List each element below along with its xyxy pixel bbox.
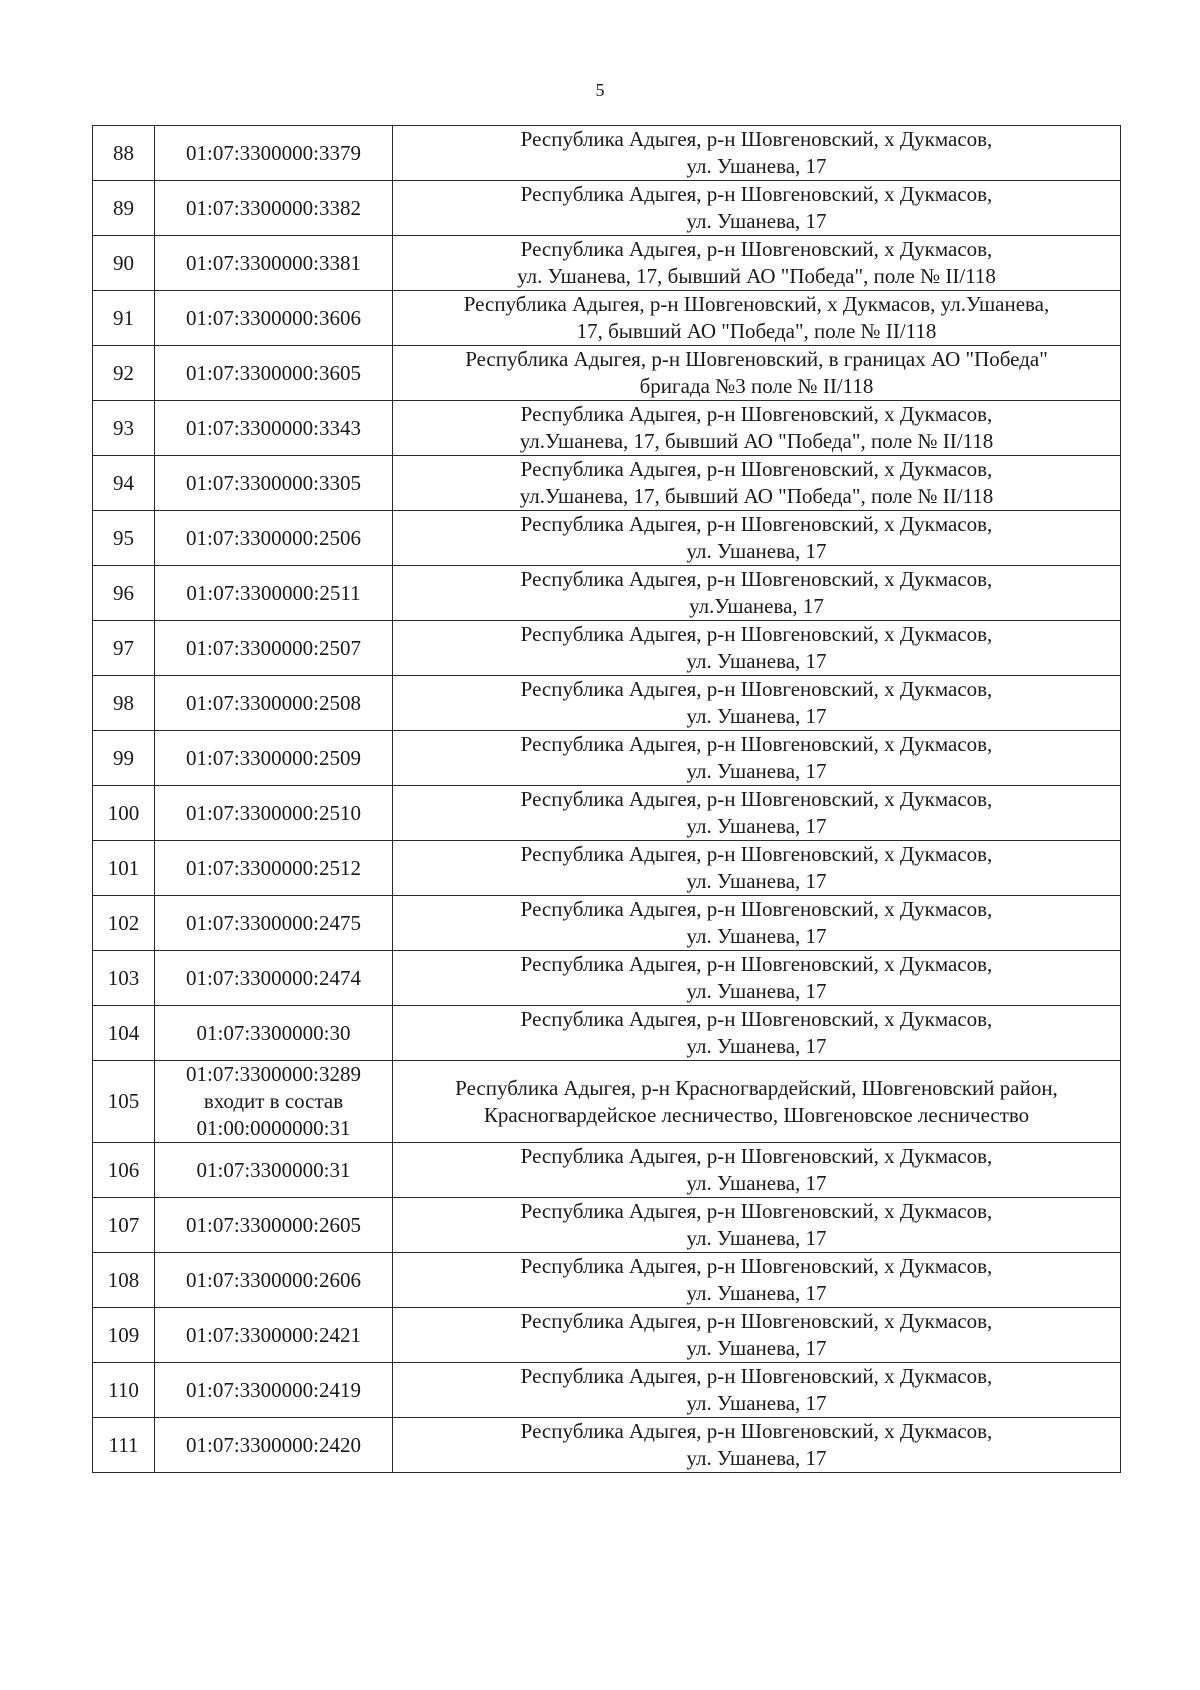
row-number-cell: 99: [93, 731, 155, 786]
table-row: [93, 951, 1121, 1006]
cadastral-number-line: 01:07:3300000:3381: [185, 250, 361, 275]
cadastral-number-cell: [155, 896, 393, 951]
address-line: Республика Адыгея, р-н Шовгеновский, х Дукмасов,: [520, 1144, 993, 1168]
table-row: [93, 181, 1121, 236]
table-row: [93, 1253, 1121, 1308]
address-cell: [393, 346, 1121, 401]
address-line: Республика Адыгея, р-н Красногвардейский, Шовгеновский район,: [455, 1075, 1058, 1100]
address-line: Республика Адыгея, р-н Шовгеновский, х Дукмасов,: [520, 842, 993, 866]
cadastral-number-cell: [155, 346, 393, 401]
cadastral-number-line: 01:07:3300000:2421: [185, 1322, 361, 1347]
address-line: Республика Адыгея, р-н Шовгеновский, х Дукмасов,: [520, 512, 993, 536]
address-line: ул. Ушанева, 17: [686, 704, 827, 728]
address-cell: [393, 786, 1121, 841]
cadastral-number-line: 01:07:3300000:3343: [185, 415, 361, 440]
address-line: Республика Адыгея, р-н Шовгеновский, х Дукмасов,: [520, 1199, 993, 1223]
cadastral-number-line: 01:07:3300000:3379: [185, 140, 361, 165]
address-cell: [393, 1308, 1121, 1363]
address-line: Республика Адыгея, р-н Шовгеновский, х Дукмасов,: [520, 567, 993, 591]
row-number-cell: 96: [93, 566, 155, 621]
row-number-cell: 102: [93, 896, 155, 951]
cadastral-number-cell: [155, 291, 393, 346]
address-cell: [393, 181, 1121, 236]
address-line: ул.Ушанева, 17: [689, 594, 824, 618]
row-number-cell: 104: [93, 1006, 155, 1061]
table-row: [93, 511, 1121, 566]
cadastral-number-line: 01:07:3300000:2420: [185, 1432, 361, 1457]
cadastral-number-line: 01:07:3300000:3606: [185, 305, 361, 330]
row-number-cell: 106: [93, 1143, 155, 1198]
address-line: Республика Адыгея, р-н Шовгеновский, х Дукмасов,: [520, 787, 993, 811]
cadastral-number-line: входит в состав: [203, 1089, 344, 1113]
row-number-cell: 111: [93, 1418, 155, 1473]
row-number-cell: 98: [93, 676, 155, 731]
address-line: ул.Ушанева, 17, бывший АО "Победа", поле № II/118: [519, 484, 994, 508]
table-row: [93, 1418, 1121, 1473]
row-number-cell: 105: [93, 1061, 155, 1143]
table-row: [93, 896, 1121, 951]
row-number-cell: 109: [93, 1308, 155, 1363]
cadastral-number-line: 01:07:3300000:2605: [185, 1212, 361, 1237]
cadastral-number-cell: [155, 841, 393, 896]
address-cell: [393, 621, 1121, 676]
address-line: ул. Ушанева, 17: [686, 979, 827, 1003]
cadastral-number-cell: [155, 731, 393, 786]
address-line: Республика Адыгея, р-н Шовгеновский, х Дукмасов,: [520, 952, 993, 976]
cadastral-number-cell: [155, 676, 393, 731]
address-line: ул. Ушанева, 17: [686, 649, 827, 673]
row-number-cell: 103: [93, 951, 155, 1006]
cadastral-number-cell: [155, 1143, 393, 1198]
address-line: ул. Ушанева, 17, бывший АО "Победа", поле № II/118: [517, 264, 996, 288]
address-cell: [393, 456, 1121, 511]
cadastral-number-line: 01:07:3300000:2474: [185, 965, 361, 990]
cadastral-number-line: 01:07:3300000:31: [196, 1157, 351, 1182]
cadastral-number-cell: [155, 456, 393, 511]
row-number-cell: 90: [93, 236, 155, 291]
table-row: [93, 1308, 1121, 1363]
table-row: [93, 786, 1121, 841]
address-line: Республика Адыгея, р-н Шовгеновский, х Дукмасов,: [520, 237, 993, 261]
cadastral-number-line: 01:07:3300000:2419: [185, 1377, 361, 1402]
cadastral-number-line: 01:07:3300000:2508: [185, 690, 361, 715]
row-number-cell: 95: [93, 511, 155, 566]
address-line: Республика Адыгея, р-н Шовгеновский, х Дукмасов,: [520, 732, 993, 756]
cadastral-number-line: 01:07:3300000:3382: [185, 195, 361, 220]
address-line: Республика Адыгея, р-н Шовгеновский, х Дукмасов,: [520, 897, 993, 921]
cadastral-number-cell: [155, 951, 393, 1006]
address-line: Республика Адыгея, р-н Шовгеновский, х Дукмасов,: [520, 622, 993, 646]
address-cell: [393, 1143, 1121, 1198]
address-line: ул. Ушанева, 17: [686, 1281, 827, 1305]
address-cell: [393, 1253, 1121, 1308]
row-number-cell: 92: [93, 346, 155, 401]
address-cell: [393, 676, 1121, 731]
cadastral-number-cell: [155, 1363, 393, 1418]
address-line: Республика Адыгея, р-н Шовгеновский, х Дукмасов, ул.Ушанева,: [463, 292, 1050, 316]
cadastral-number-line: 01:07:3300000:2506: [185, 525, 361, 550]
table-row: [93, 1143, 1121, 1198]
address-line: Республика Адыгея, р-н Шовгеновский, х Дукмасов,: [520, 1254, 993, 1278]
cadastral-number-line: 01:07:3300000:2475: [185, 910, 361, 935]
address-cell: [393, 1418, 1121, 1473]
address-line: ул. Ушанева, 17: [686, 209, 827, 233]
parcel-table: [92, 125, 1121, 1473]
cadastral-number-cell: [155, 621, 393, 676]
cadastral-number-cell: [155, 1061, 393, 1143]
address-line: ул. Ушанева, 17: [686, 539, 827, 563]
address-cell: [393, 1363, 1121, 1418]
address-line: бригада №3 поле № II/118: [639, 374, 874, 398]
row-number-cell: 94: [93, 456, 155, 511]
cadastral-number-cell: [155, 566, 393, 621]
address-line: ул. Ушанева, 17: [686, 1034, 827, 1058]
cadastral-number-cell: [155, 1253, 393, 1308]
address-line: Республика Адыгея, р-н Шовгеновский, х Дукмасов,: [520, 1419, 993, 1443]
cadastral-number-line: 01:07:3300000:2511: [186, 580, 361, 605]
cadastral-number-cell: [155, 181, 393, 236]
cadastral-number-cell: [155, 236, 393, 291]
cadastral-number-cell: [155, 126, 393, 181]
cadastral-number-line: 01:07:3300000:30: [196, 1020, 351, 1045]
table-row: [93, 1061, 1121, 1143]
table-row: [93, 731, 1121, 786]
address-cell: [393, 1006, 1121, 1061]
table-row: [93, 841, 1121, 896]
address-line: ул. Ушанева, 17: [686, 1391, 827, 1415]
address-line: Республика Адыгея, р-н Шовгеновский, х Дукмасов,: [520, 1007, 993, 1031]
cadastral-number-cell: [155, 1198, 393, 1253]
cadastral-number-cell: [155, 1006, 393, 1061]
row-number-cell: 100: [93, 786, 155, 841]
row-number-cell: 89: [93, 181, 155, 236]
cadastral-number-cell: [155, 401, 393, 456]
cadastral-number-line: 01:07:3300000:3289: [185, 1062, 361, 1086]
table-row: [93, 456, 1121, 511]
address-line: 17, бывший АО "Победа", поле № II/118: [576, 319, 937, 343]
table-row: [93, 1363, 1121, 1418]
row-number-cell: 93: [93, 401, 155, 456]
address-line: Красногвардейское лесничество, Шовгеновское лесничество: [483, 1102, 1030, 1127]
address-cell: [393, 566, 1121, 621]
row-number-cell: 101: [93, 841, 155, 896]
address-cell: [393, 841, 1121, 896]
address-line: ул. Ушанева, 17: [686, 924, 827, 948]
address-cell: [393, 401, 1121, 456]
address-cell: [393, 896, 1121, 951]
address-line: ул. Ушанева, 17: [686, 1226, 827, 1250]
table-row: [93, 1006, 1121, 1061]
address-cell: [393, 1198, 1121, 1253]
address-line: Республика Адыгея, р-н Шовгеновский, в границах АО "Победа": [465, 347, 1048, 371]
cadastral-number-line: 01:07:3300000:2510: [185, 800, 361, 825]
address-line: ул. Ушанева, 17: [686, 1446, 827, 1470]
cadastral-number-line: 01:07:3300000:2512: [185, 855, 361, 880]
table-row: [93, 236, 1121, 291]
table-row: [93, 126, 1121, 181]
address-line: Республика Адыгея, р-н Шовгеновский, х Дукмасов,: [520, 1309, 993, 1333]
address-cell: [393, 511, 1121, 566]
row-number-cell: 108: [93, 1253, 155, 1308]
row-number-cell: 107: [93, 1198, 155, 1253]
address-cell: [393, 951, 1121, 1006]
parcel-table-body: [93, 126, 1121, 1473]
cadastral-number-cell: [155, 1418, 393, 1473]
table-row: [93, 291, 1121, 346]
address-cell: [393, 126, 1121, 181]
table-row: [93, 566, 1121, 621]
table-row: [93, 676, 1121, 731]
table-row: [93, 621, 1121, 676]
address-line: Республика Адыгея, р-н Шовгеновский, х Дукмасов,: [520, 127, 993, 151]
table-row: [93, 401, 1121, 456]
address-line: Республика Адыгея, р-н Шовгеновский, х Дукмасов,: [520, 457, 993, 481]
cadastral-number-line: 01:07:3300000:2509: [185, 745, 361, 770]
address-line: Республика Адыгея, р-н Шовгеновский, х Дукмасов,: [520, 1364, 993, 1388]
row-number-cell: 110: [93, 1363, 155, 1418]
row-number-cell: 97: [93, 621, 155, 676]
cadastral-number-cell: [155, 1308, 393, 1363]
cadastral-number-line: 01:07:3300000:2507: [185, 635, 361, 660]
address-cell: [393, 1061, 1121, 1143]
row-number-cell: 91: [93, 291, 155, 346]
address-line: ул. Ушанева, 17: [686, 869, 827, 893]
cadastral-number-cell: [155, 511, 393, 566]
address-line: ул. Ушанева, 17: [686, 814, 827, 838]
address-line: ул. Ушанева, 17: [686, 1336, 827, 1360]
address-line: ул. Ушанева, 17: [686, 154, 827, 178]
address-line: Республика Адыгея, р-н Шовгеновский, х Дукмасов,: [520, 182, 993, 206]
address-line: Республика Адыгея, р-н Шовгеновский, х Дукмасов,: [520, 402, 993, 426]
address-line: Республика Адыгея, р-н Шовгеновский, х Дукмасов,: [520, 677, 993, 701]
address-line: ул. Ушанева, 17: [686, 1171, 827, 1195]
cadastral-number-cell: [155, 786, 393, 841]
address-cell: [393, 731, 1121, 786]
cadastral-number-line: 01:00:0000000:31: [196, 1116, 351, 1140]
page-number: 5: [595, 80, 605, 100]
address-line: ул.Ушанева, 17, бывший АО "Победа", поле № II/118: [519, 429, 994, 453]
address-cell: [393, 291, 1121, 346]
table-row: [93, 346, 1121, 401]
cadastral-number-line: 01:07:3300000:3305: [185, 470, 361, 495]
cadastral-number-line: 01:07:3300000:3605: [185, 360, 361, 385]
table-row: [93, 1198, 1121, 1253]
row-number-cell: 88: [93, 126, 155, 181]
address-cell: [393, 236, 1121, 291]
cadastral-number-line: 01:07:3300000:2606: [185, 1267, 361, 1292]
address-line: ул. Ушанева, 17: [686, 759, 827, 783]
